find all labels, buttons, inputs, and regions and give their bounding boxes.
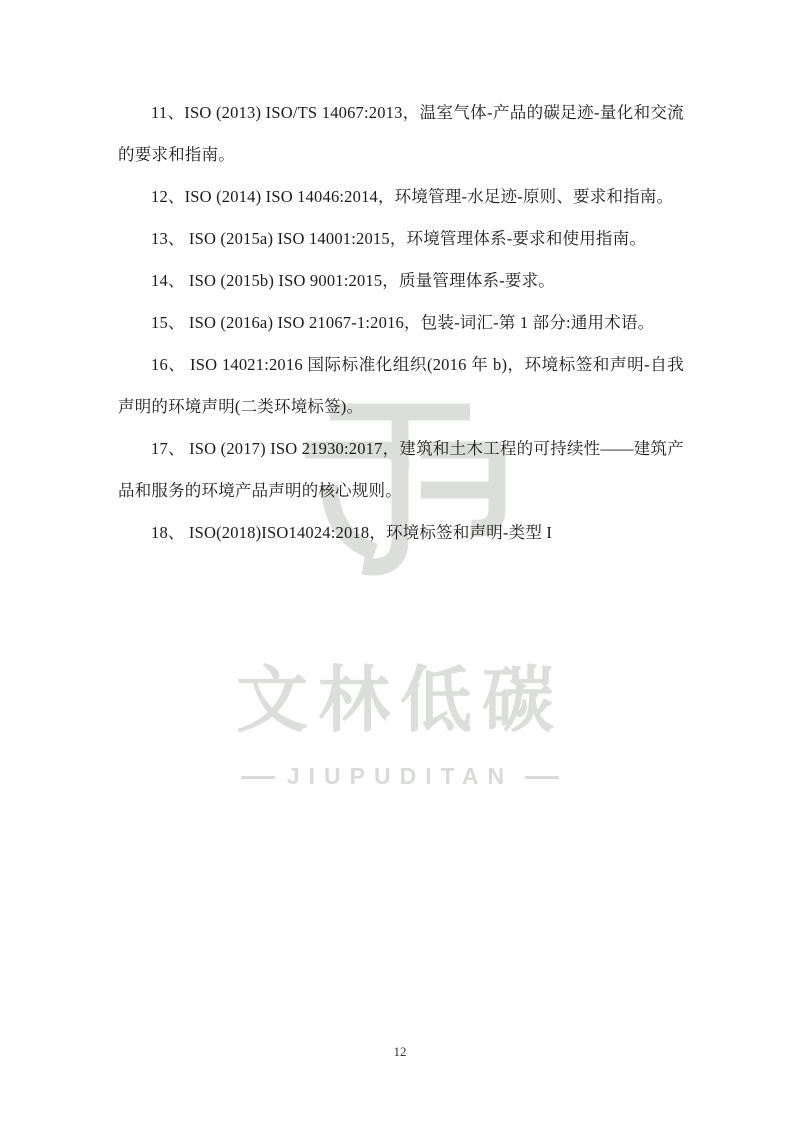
- watermark-dash-left: [241, 776, 275, 779]
- paragraph-item-12: 12、ISO (2014) ISO 14046:2014，环境管理-水足迹-原则、要求和指南。: [151, 187, 674, 206]
- paragraph-item-13: 13、 ISO (2015a) ISO 14001:2015，环境管理体系-要求和使用指南。: [151, 229, 647, 248]
- paragraph-item-15: 15、 ISO (2016a) ISO 21067-1:2016，包装-词汇-第 1 部分:通用术语。: [151, 313, 655, 332]
- paragraph-item-11: 11、ISO (2013) ISO/TS 14067:2013，温室气体-产品的碳足迹-量化和交流的要求和指南。: [118, 103, 684, 164]
- paragraph-item-17: 17、 ISO (2017) ISO 21930:2017，建筑和土木工程的可持续性——建筑产品和服务的环境产品声明的核心规则。: [118, 439, 684, 500]
- paragraph-item-16: 16、 ISO 14021:2016 国际标准化组织(2016 年 b)，环境标签和声明-自我声明的环境声明(二类环境标签)。: [118, 355, 684, 416]
- watermark-sub-text: [0, 765, 800, 788]
- watermark-dash-right: [525, 776, 559, 779]
- watermark-main-text: 文林低碳: [235, 661, 564, 741]
- paragraph-item-14: 14、 ISO (2015b) ISO 9001:2015，质量管理体系-要求。: [151, 271, 555, 290]
- paragraph-item-18: 18、 ISO(2018)ISO14024:2018，环境标签和声明-类型 I: [151, 523, 553, 542]
- page-number: 12: [393, 1044, 407, 1059]
- watermark-sub-label: JIUPUDITAN: [286, 763, 514, 789]
- document-body: [118, 92, 684, 554]
